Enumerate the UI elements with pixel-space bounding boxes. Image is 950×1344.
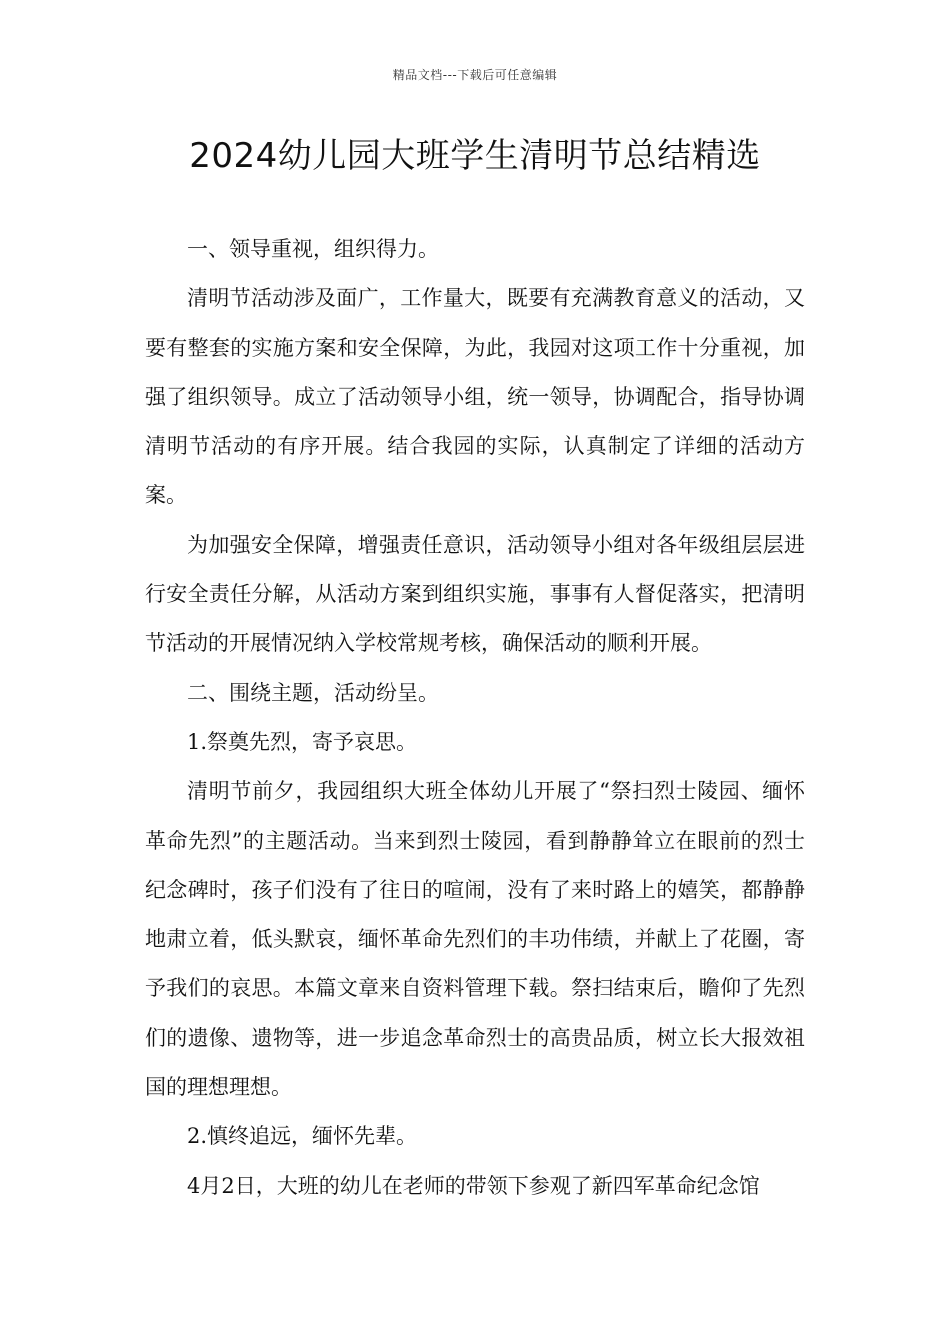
paragraph: 4月2日，大班的幼儿在老师的带领下参观了新四军革命纪念馆 [187,1173,760,1198]
document-title: 2024幼儿园大班学生清明节总结精选 [189,136,761,176]
paragraph: 清明节活动涉及面广，工作量大，既要有充满教育意义的活动，又要有整套的实施方案和安全保障，为此，我园对这项工作十分重视，加强了组织领导。成立了活动领导小组，统一领导，协调配合，指导协调清明节活动的有序开展。结合我园的实际，认真制定了详细的活动方案。 [145,286,805,508]
section-heading-1: 一、领导重视，组织得力。 [187,237,439,261]
section-heading-2: 二、围绕主题，活动纷呈。 [187,680,439,705]
header-note: 精品文档---下载后可任意编辑 [392,68,558,82]
paragraph: 为加强安全保障，增强责任意识，活动领导小组对各年级组层层进行安全责任分解，从活动方案到组织实施，事事有人督促落实，把清明节活动的开展情况纳入学校常规考核，确保活动的顺利开展。 [145,532,805,656]
document-body [145,225,805,1211]
subsection-heading-2: 2.慎终追远，缅怀先辈。 [187,1124,418,1149]
subsection-heading-1: 1.祭奠先烈，寄予哀思。 [187,729,418,754]
paragraph: 清明节前夕，我园组织大班全体幼儿开展了“祭扫烈士陵园、缅怀革命先烈”的主题活动。当来到烈士陵园，看到静静耸立在眼前的烈士纪念碑时，孩子们没有了往日的喧闹，没有了来时路上的嬉笑，都静静地肃立着，低头默哀，缅怀革命先烈们的丰功伟绩，并献上了花圈，寄予我们的哀思。本篇文章来自资料管理下载。祭扫结束后，瞻仰了先烈们的遗像、遗物等，进一步追念革命烈士的高贵品质，树立长大报效祖国的理想理想。 [145,779,805,1100]
